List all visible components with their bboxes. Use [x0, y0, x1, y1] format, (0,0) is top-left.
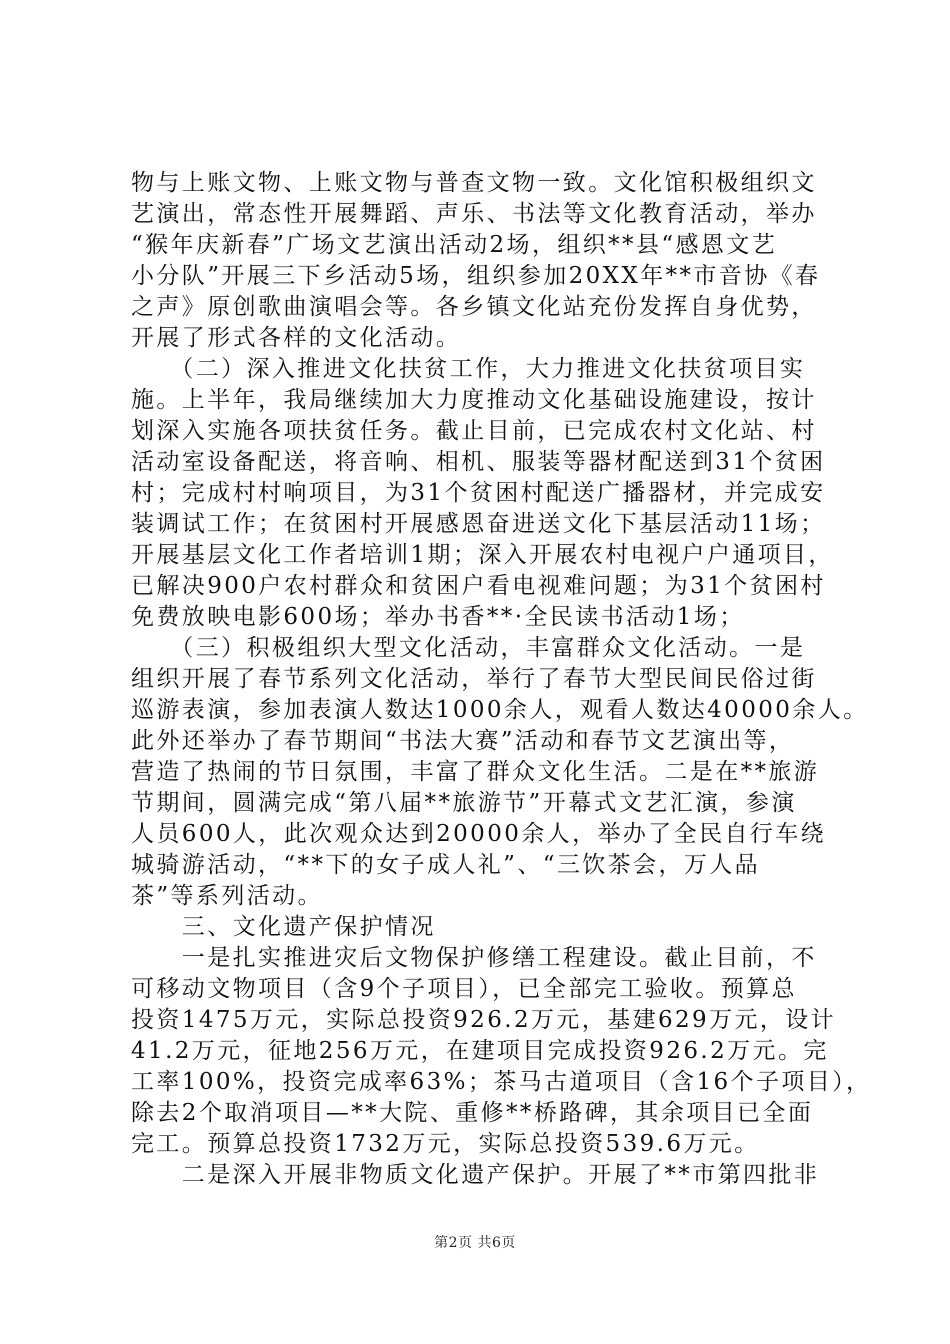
- text-line: 城骑游活动，“**下的女子成人礼”、“三饮茶会，万人品: [131, 852, 761, 878]
- text-line: 投资1475万元，实际总投资926.2万元，基建629万元，设计: [131, 1007, 837, 1033]
- text-line: 巡游表演，参加表演人数达1000余人，观看人数达40000余人。: [131, 697, 869, 723]
- text-line: 物与上账文物、上账文物与普查文物一致。文化馆积极组织文: [131, 170, 817, 196]
- text-line: 工率100%，投资完成率63%；茶马古道项目（含16个子项目），: [131, 1069, 872, 1095]
- text-line: 活动室设备配送，将音响、相机、服装等器材配送到31个贫困: [131, 449, 826, 475]
- text-line: 一是扎实推进灾后文物保护修缮工程建设。截止目前，不: [131, 945, 817, 971]
- text-line: 人员600人，此次观众达到20000余人，举办了全民自行车绕: [131, 821, 827, 847]
- text-line: 二是深入开展非物质文化遗产保护。开展了**市第四批非: [131, 1162, 820, 1188]
- text-line: 节期间，圆满完成“第八届**旅游节”开幕式文艺汇演，参演: [131, 790, 797, 816]
- text-line: 免费放映电影600场；举办书香**·全民读书活动1场；: [131, 604, 745, 630]
- text-line: （二）深入推进文化扶贫工作，大力推进文化扶贫项目实: [131, 356, 806, 382]
- text-line: 施。上半年，我局继续加大力度推动文化基础设施建设，按计: [131, 387, 817, 413]
- text-line: 三、文化遗产保护情况: [131, 914, 436, 940]
- text-line: 装调试工作；在贫困村开展感恩奋进送文化下基层活动11场；: [131, 511, 826, 537]
- text-line: 可移动文物项目（含9个子项目），已全部完工验收。预算总: [131, 976, 797, 1002]
- document-body: [131, 168, 872, 1191]
- text-line: 小分队”开展三下乡活动5场，组织参加20XX年**市音协《春: [131, 263, 821, 289]
- text-line: 41.2万元，征地256万元，在建项目完成投资926.2万元。完: [131, 1038, 829, 1064]
- text-line: 村；完成村村响项目，为31个贫困村配送广播器材，并完成安: [131, 480, 826, 506]
- text-line: 营造了热闹的节日氛围，丰富了群众文化生活。二是在**旅游: [131, 759, 820, 785]
- text-line: 划深入实施各项扶贫任务。截止目前，已完成农村文化站、村: [131, 418, 817, 444]
- text-line: 此外还举办了春节期间“书法大赛”活动和春节文艺演出等，: [131, 728, 795, 754]
- text-line: “猴年庆新春”广场文艺演出活动2场，组织**县“感恩文艺: [131, 232, 778, 258]
- text-line: 茶”等系列活动。: [131, 883, 323, 909]
- text-line: （三）积极组织大型文化活动，丰富群众文化活动。一是: [131, 635, 806, 661]
- text-line: 完工。预算总投资1732万元，实际总投资539.6万元。: [131, 1131, 760, 1157]
- text-line: 之声》原创歌曲演唱会等。各乡镇文化站充份发挥自身优势，: [131, 294, 817, 320]
- text-line: 开展了形式各样的文化活动。: [131, 325, 462, 351]
- text-line: 组织开展了春节系列文化活动，举行了春节大型民间民俗过街: [131, 666, 817, 692]
- text-line: 开展基层文化工作者培训1期；深入开展农村电视户户通项目，: [131, 542, 834, 568]
- text-line: 已解决900户农村群众和贫困户看电视难问题；为31个贫困村: [131, 573, 826, 599]
- text-line: 除去2个取消项目—**大院、重修**桥路碑，其余项目已全面: [131, 1100, 814, 1126]
- text-line: 艺演出，常态性开展舞蹈、声乐、书法等文化教育活动，举办: [131, 201, 817, 227]
- page-number-footer: 第2页 共6页: [434, 1235, 516, 1251]
